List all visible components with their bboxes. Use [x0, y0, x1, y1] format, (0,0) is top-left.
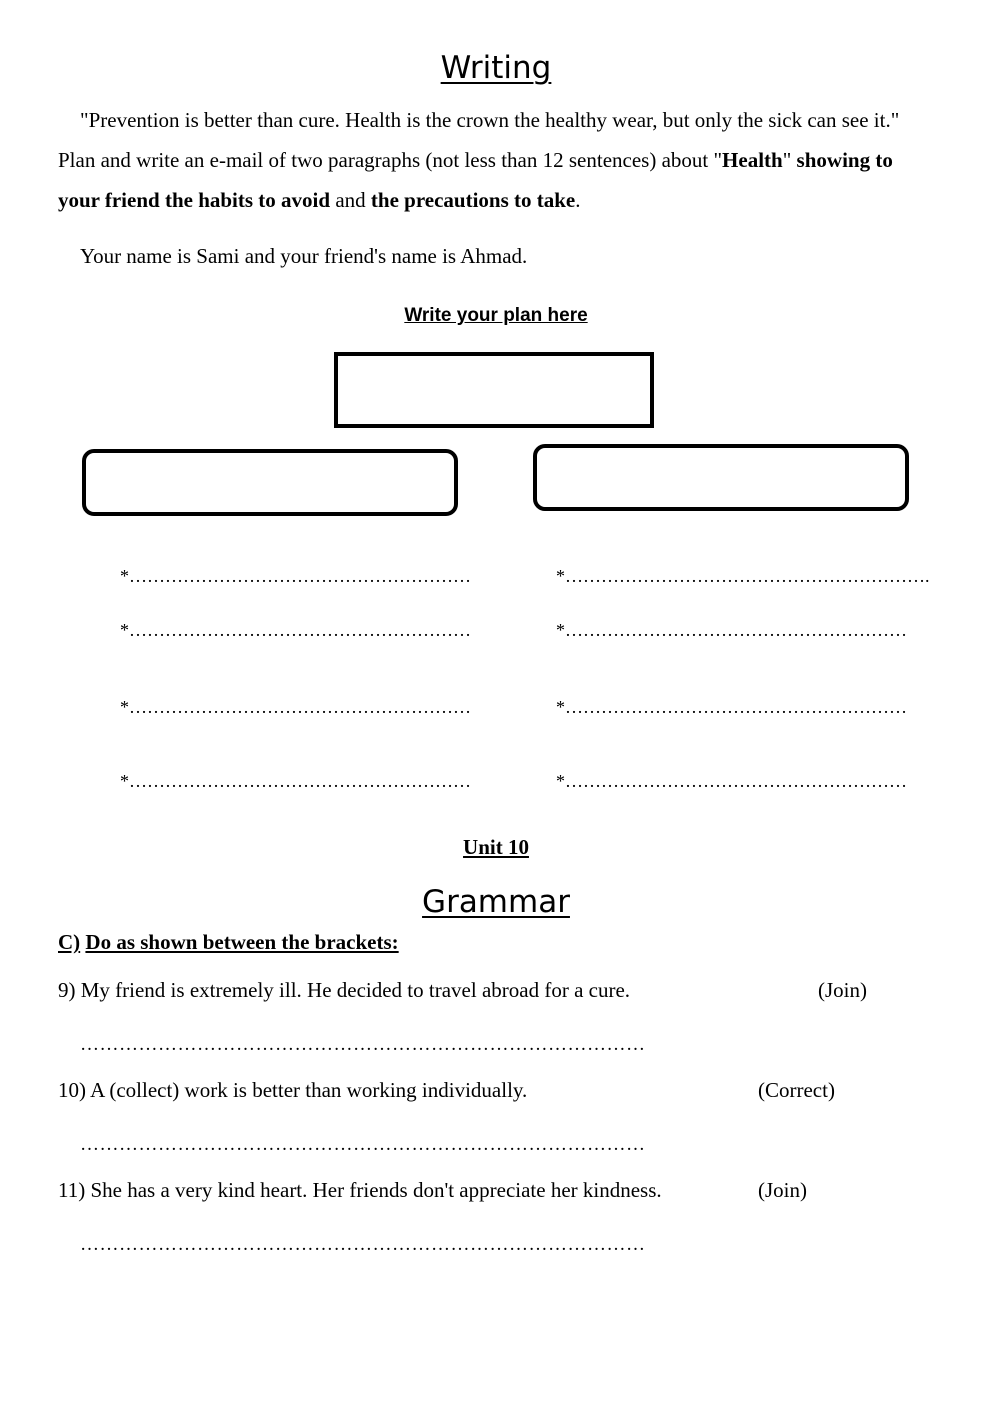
prompt-habits: showing to your friend the habits to avoid	[58, 148, 893, 212]
section-heading	[58, 930, 399, 955]
plan-right-bullet[interactable]: *…………………………………………………	[556, 697, 907, 717]
answer-line[interactable]: ……………………………………………………………………………	[80, 1134, 646, 1155]
section-letter: C)	[58, 930, 81, 954]
question-instruction: (Correct)	[758, 1078, 835, 1102]
question-instruction: (Join)	[818, 978, 867, 1002]
plan-left-bullet[interactable]: *…………………………………………………	[120, 620, 471, 640]
plan-left-bullet[interactable]: *…………………………………………………	[120, 697, 471, 717]
plan-left-box[interactable]	[82, 449, 458, 516]
prompt-precautions: the precautions to take	[370, 188, 576, 212]
writing-title: Writing	[440, 50, 552, 86]
answer-line[interactable]: ……………………………………………………………………………	[80, 1234, 646, 1255]
writing-prompt	[58, 100, 933, 220]
question-instruction: (Join)	[758, 1178, 807, 1202]
prompt-text: "Prevention is better than cure. Health is the crown the healthy wear, but only the sick can see it." Plan and write an e-mail of two paragraphs (not less than 12 sentences) about "	[58, 108, 900, 172]
question-text: 9) My friend is extremely ill. He decided to travel abroad for a cure.	[58, 978, 631, 1002]
plan-main-box[interactable]	[334, 352, 654, 428]
question-text: 10) A (collect) work is better than working individually.	[58, 1078, 528, 1102]
plan-title: Write your plan here	[404, 305, 588, 326]
plan-left-bullet[interactable]: *…………………………………………………	[120, 566, 471, 586]
prompt-end: .	[575, 188, 581, 212]
plan-right-box[interactable]	[533, 444, 909, 511]
section-instruction: Do as shown between the brackets:	[85, 930, 399, 954]
grammar-title: Grammar	[422, 884, 570, 920]
names-line: Your name is Sami and your friend's name is Ahmad.	[80, 244, 528, 268]
plan-right-bullet[interactable]: *…………………………………………………….	[556, 566, 930, 586]
unit-title: Unit 10	[463, 835, 529, 859]
answer-line[interactable]: ……………………………………………………………………………	[80, 1034, 646, 1055]
plan-left-bullet[interactable]: *…………………………………………………	[120, 771, 471, 791]
plan-right-bullet[interactable]: *…………………………………………………	[556, 771, 907, 791]
prompt-and: and	[330, 188, 371, 212]
question-text: 11) She has a very kind heart. Her friends don't appreciate her kindness.	[58, 1178, 662, 1202]
prompt-quote: "	[782, 148, 797, 172]
prompt-health: Health	[722, 148, 783, 172]
plan-right-bullet[interactable]: *…………………………………………………	[556, 620, 907, 640]
